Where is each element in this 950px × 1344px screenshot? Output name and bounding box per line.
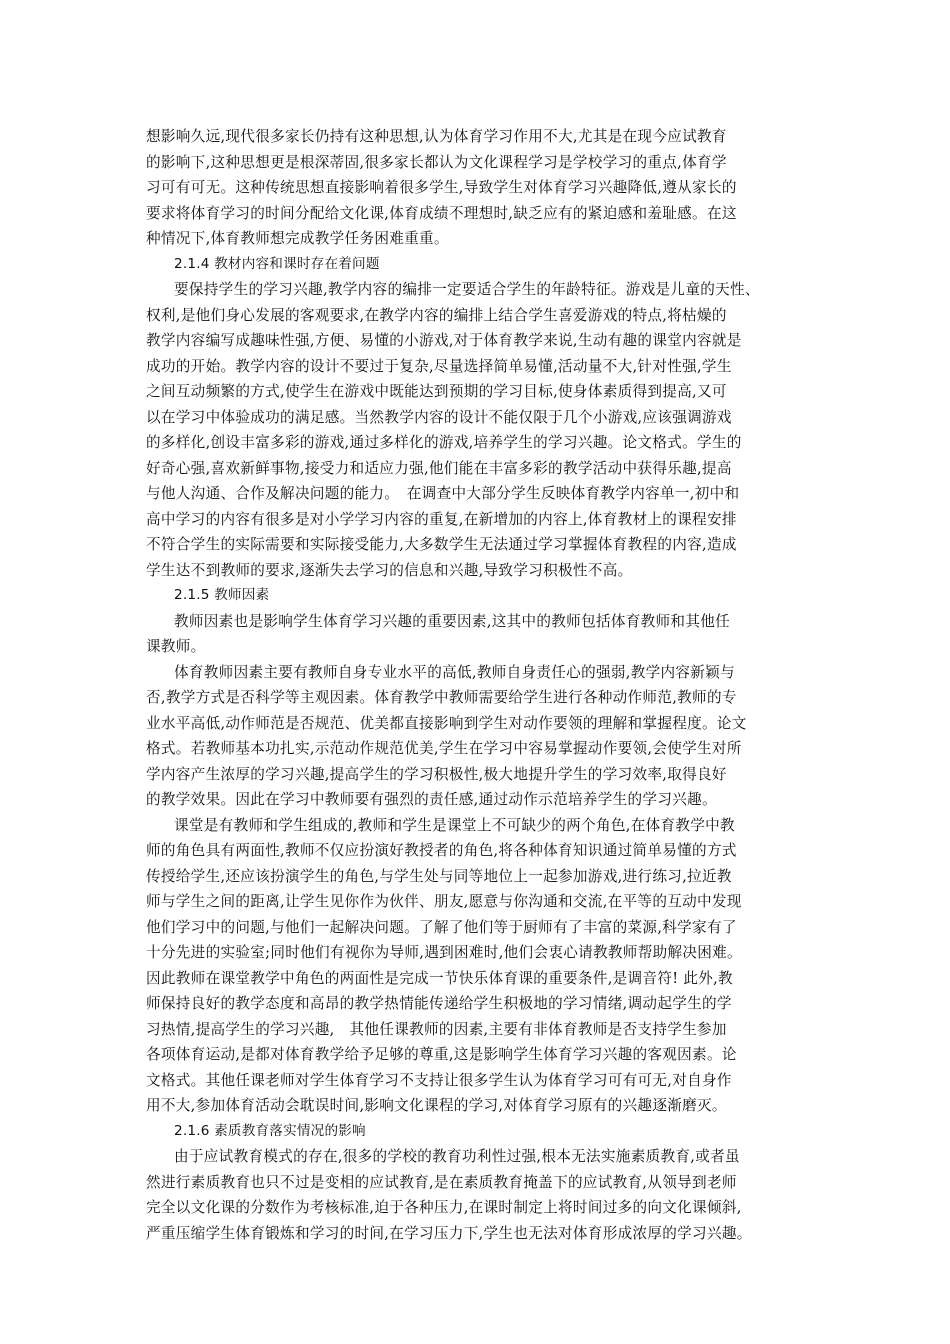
paragraph-line: 用不大,参加体育活动会耽误时间,影响文化课程的学习,对体育学习原有的兴趣逐渐磨灭。 xyxy=(146,1097,727,1114)
paragraph-line: 各项体育运动,是都对体育教学给予足够的尊重,这是影响学生体育学习兴趣的客观因素。论 xyxy=(146,1046,737,1063)
paragraph-line: 业水平高低,动作师范是否规范、优美都直接影响到学生对动作要领的理解和掌握程度。论文 xyxy=(146,714,747,732)
paragraph-line: 课堂是有教师和学生组成的,教师和学生是课堂上不可缺少的两个角色,在体育教学中教 xyxy=(174,816,735,834)
paragraph xyxy=(146,660,826,813)
paragraph xyxy=(146,813,826,1119)
paragraph-line: 师保持良好的教学态度和高昂的教学热情能传递给学生积极地的学习情绪,调动起学生的学 xyxy=(146,995,732,1012)
paragraph-line: 文格式。其他任课老师对学生体育学习不支持让很多学生认为体育学习可有可无,对自身作 xyxy=(146,1071,732,1089)
paragraph-line: 课教师。 xyxy=(146,638,206,655)
paragraph-line: 以在学习中体验成功的满足感。当然教学内容的设计不能仅限于几个小游戏,应该强调游戏 xyxy=(146,408,732,426)
paragraph xyxy=(146,609,826,660)
paragraph xyxy=(146,1144,826,1246)
paragraph-line: 然进行素质教育也只不过是变相的应试教育,是在素质教育掩盖下的应试教育,从领导到老师 xyxy=(146,1173,737,1191)
paragraph-line: 师的角色具有两面性,教师不仅应扮演好教授者的角色,将各种体育知识通过简单易懂的方式 xyxy=(146,842,737,859)
paragraph-line: 种情况下,体育教师想完成教学任务困难重重。 xyxy=(146,230,449,247)
paragraph-line: 严重压缩学生体育锻炼和学习的时间,在学习压力下,学生也无法对体育形成浓厚的学习兴趣。 xyxy=(146,1224,752,1242)
paragraph-line: 的教学效果。因此在学习中教师要有强烈的责任感,通过动作示范培养学生的学习兴趣。 xyxy=(146,791,717,808)
paragraph-line: 要求将体育学习的时间分配给文化课,体育成绩不理想时,缺乏应有的紧迫感和羞耻感。在这 xyxy=(146,204,737,222)
paragraph-line: 好奇心强,喜欢新鲜事物,接受力和适应力强,他们能在丰富多彩的教学活动中获得乐趣,提高 xyxy=(146,459,732,477)
paragraph-line: 高中学习的内容有很多是对小学学习内容的重复,在新增加的内容上,体育教材上的课程安排 xyxy=(146,510,737,528)
paragraph-line: 与他人沟通、合作及解决问题的能力。 在调查中大部分学生反映体育教学内容单一,初中和 xyxy=(146,485,740,502)
paragraph-line: 学生达不到教师的要求,逐渐失去学习的信息和兴趣,导致学习积极性不高。 xyxy=(146,561,633,579)
paragraph-line: 习可有可无。这种传统思想直接影响着很多学生,导致学生对体育学习兴趣降低,遵从家长的 xyxy=(146,179,737,196)
section-heading: 2.1.6 素质教育落实情况的影响 xyxy=(174,1122,366,1139)
paragraph-line: 的影响下,这种思想更是根深蒂固,很多家长都认为文化课程学习是学校学习的重点,体育学 xyxy=(146,153,727,171)
paragraph-line: 的多样化,创设丰富多彩的游戏,通过多样化的游戏,培养学生的学习兴趣。论文格式。学生的 xyxy=(146,434,742,451)
paragraph xyxy=(146,124,826,252)
document-body xyxy=(146,124,826,1246)
paragraph-line: 否,教学方式是否科学等主观因素。体育教学中教师需要给学生进行各种动作师范,教师的专 xyxy=(146,689,737,706)
paragraph-line: 想影响久远,现代很多家长仍持有这种思想,认为体育学习作用不大,尤其是在现今应试教育 xyxy=(146,128,727,145)
paragraph-line: 学内容产生浓厚的学习兴趣,提高学生的学习积极性,极大地提升学生的学习效率,取得良好 xyxy=(146,765,727,783)
section-heading: 2.1.4 教材内容和课时存在着问题 xyxy=(174,255,380,272)
paragraph-line: 格式。若教师基本功扎实,示范动作规范优美,学生在学习中容易掌握动作要领,会使学生对所 xyxy=(146,740,742,757)
paragraph-line: 不符合学生的实际需要和实际接受能力,大多数学生无法通过学习掌握体育教程的内容,造成 xyxy=(146,536,737,553)
paragraph-line: 由于应试教育模式的存在,很多的学校的教育功利性过强,根本无法实施素质教育,或者虽 xyxy=(174,1148,740,1165)
paragraph-line: 之间互动频繁的方式,使学生在游戏中既能达到预期的学习目标,使身体素质得到提高,又可 xyxy=(146,383,727,400)
paragraph-line: 完全以文化课的分数作为考核标准,迫于各种压力,在课时制定上将时间过多的向文化课倾斜, xyxy=(146,1199,742,1216)
paragraph-line: 习热情,提高学生的学习兴趣, 其他任课教师的因素,主要有非体育教师是否支持学生参加 xyxy=(146,1020,727,1038)
paragraph-line: 传授给学生,还应该扮演学生的角色,与学生处与同等地位上一起参加游戏,进行练习,拉近教 xyxy=(146,867,732,885)
paragraph-line: 因此教师在课堂教学中角色的两面性是完成一节快乐体育课的重要条件,是调音符! 此外,教 xyxy=(146,969,733,987)
paragraph-line: 十分先进的实验室;同时他们有视你为导师,遇到困难时,他们会衷心请教教师帮助解决困难。 xyxy=(146,944,742,961)
paragraph xyxy=(146,277,826,583)
paragraph-line: 成功的开始。教学内容的设计不要过于复杂,尽量选择简单易懂,活动量不大,针对性强,学生 xyxy=(146,357,732,375)
paragraph-line: 体育教师因素主要有教师自身专业水平的高低,教师自身责任心的强弱,教学内容新颖与 xyxy=(174,663,735,681)
section-heading: 2.1.5 教师因素 xyxy=(174,587,270,603)
paragraph-line: 他们学习中的问题,与他们一起解决问题。了解了他们等于厨师有了丰富的菜源,科学家有了 xyxy=(146,918,737,936)
paragraph-line: 教师因素也是影响学生体育学习兴趣的重要因素,这其中的教师包括体育教师和其他任 xyxy=(174,612,731,630)
paragraph-line: 教学内容编写成趣味性强,方便、易懂的小游戏,对于体育教学来说,生动有趣的课堂内容就是 xyxy=(146,332,742,349)
paragraph-line: 师与学生之间的距离,让学生见你作为伙伴、朋友,愿意与你沟通和交流,在平等的互动中发现 xyxy=(146,893,742,910)
paragraph-line: 权利,是他们身心发展的客观要求,在教学内容的编排上结合学生喜爱游戏的特点,将枯燥的 xyxy=(146,306,727,324)
paragraph-line: 要保持学生的学习兴趣,教学内容的编排一定要适合学生的年龄特征。游戏是儿童的天性、 xyxy=(174,281,760,298)
